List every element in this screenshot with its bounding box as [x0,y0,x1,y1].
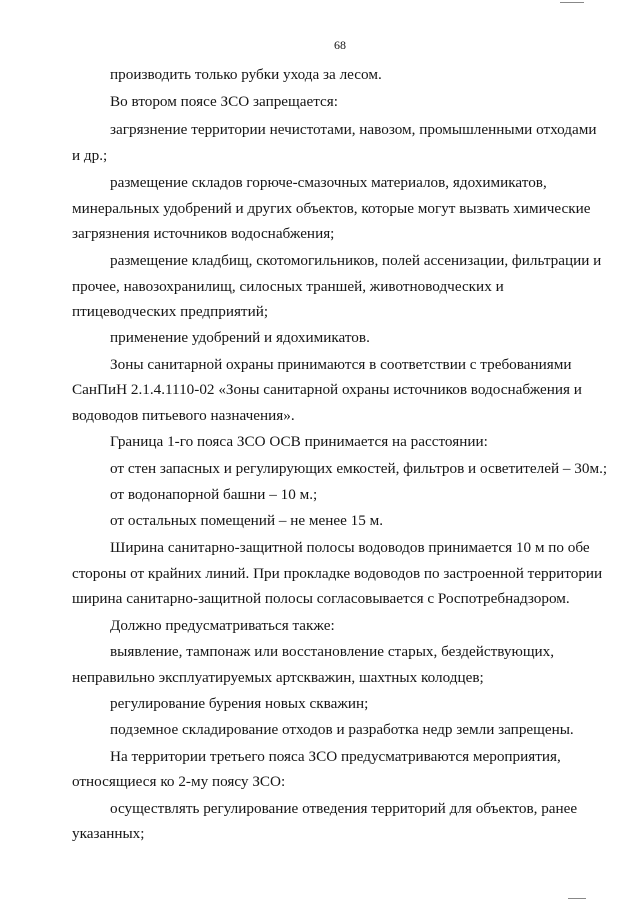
text-line: На территории третьего пояса ЗСО предусматриваются мероприятия, [110,748,561,765]
text-line: птицеводческих предприятий; [72,303,269,320]
text-line: и др.; [72,147,108,164]
text-line: размещение складов горюче-смазочных материалов, ядохимикатов, [110,174,547,191]
text-line: Граница 1-го пояса ЗСО ОСВ принимается на расстоянии: [110,433,488,450]
text-line: применение удобрений и ядохимикатов. [110,329,370,346]
text-line: относящиеся ко 2-му поясу ЗСО: [72,773,286,790]
text-line: Ширина санитарно-защитной полосы водоводов принимается 10 м по обе [110,539,590,556]
text-line: водоводов питьевого назначения». [72,407,295,424]
page-number: 68 [334,38,346,52]
text-line: от стен запасных и регулирующих емкостей, фильтров и осветителей – 30м.; [110,460,608,477]
text-line: минеральных удобрений и других объектов, которые могут вызвать химические [72,200,591,217]
scan-mark-bottom [568,898,586,899]
text-line: загрязнение территории нечистотами, навозом, промышленными отходами [110,121,597,138]
text-line: осуществлять регулирование отведения территорий для объектов, ранее [110,800,578,817]
text-line: стороны от крайних линий. При прокладке водоводов по застроенной территории [72,565,603,582]
text-line: Зоны санитарной охраны принимаются в соответствии с требованиями [110,356,572,373]
text-line: указанных; [72,825,145,842]
text-line: производить только рубки ухода за лесом. [110,66,382,83]
text-line: Во втором поясе ЗСО запрещается: [110,93,338,110]
text-line: Должно предусматриваться также: [110,617,335,634]
text-line: ширина санитарно-защитной полосы согласовывается с Роспотребнадзором. [72,590,570,607]
text-line: подземное складирование отходов и разработка недр земли запрещены. [110,721,574,738]
text-line: размещение кладбищ, скотомогильников, полей ассенизации, фильтрации и [110,252,602,269]
text-line: прочее, навозохранилищ, силосных траншей, животноводческих и [72,278,504,295]
text-line: СанПиН 2.1.4.1110-02 «Зоны санитарной охраны источников водоснабжения и [72,381,582,398]
text-line: загрязнения источников водоснабжения; [72,225,335,242]
text-line: неправильно эксплуатируемых артскважин, шахтных колодцев; [72,669,484,686]
text-line: регулирование бурения новых скважин; [110,695,369,712]
text-line: выявление, тампонаж или восстановление старых, бездействующих, [110,643,555,660]
text-line: от остальных помещений – не менее 15 м. [110,512,384,529]
text-line: от водонапорной башни – 10 м.; [110,486,318,503]
scan-mark-top [560,2,584,3]
